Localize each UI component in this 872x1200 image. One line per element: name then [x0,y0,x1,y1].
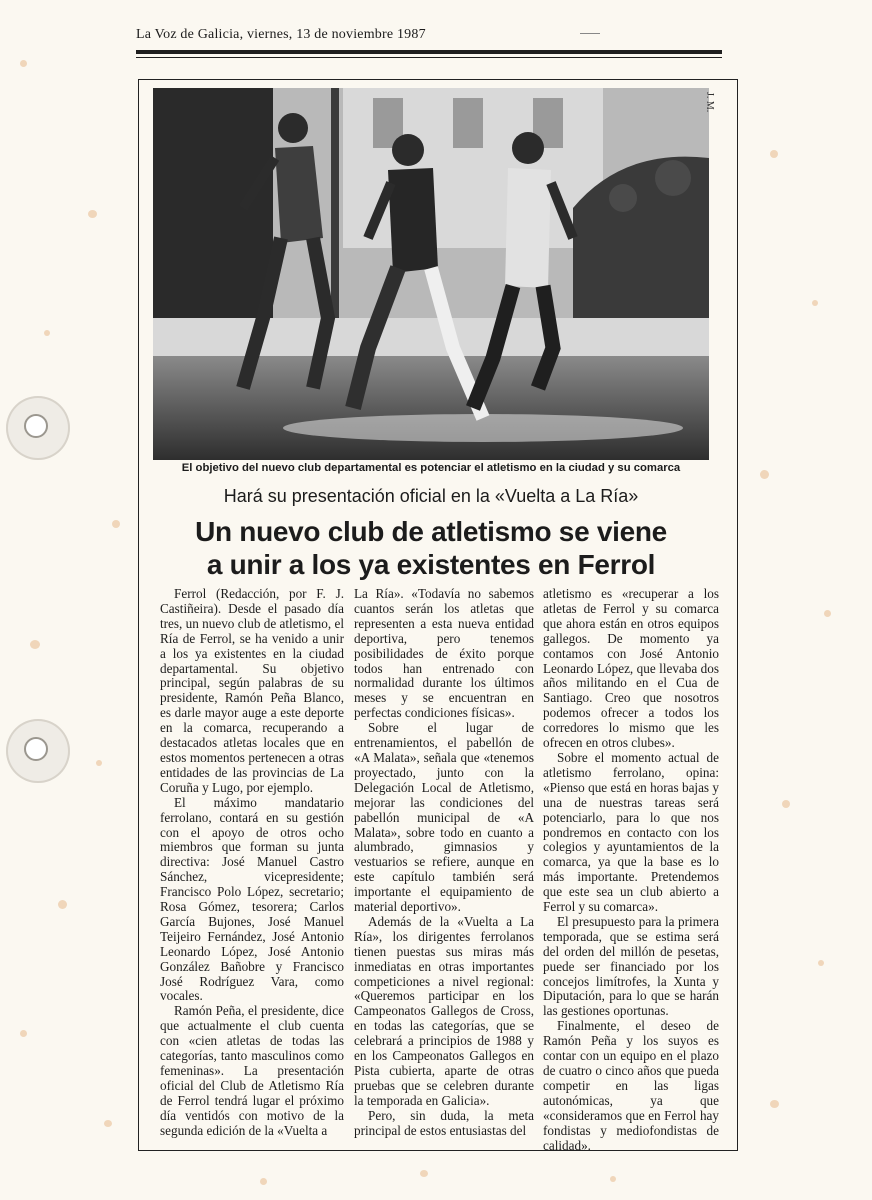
masthead: La Voz de Galicia, viernes, 13 de noviembre 1987 [136,27,426,42]
runners-photo-illustration [153,88,709,460]
headline-line-1: Un nuevo club de atletismo se viene [195,516,667,547]
article-paragraph: Ferrol (Redacción, por F. J. Castiñeira). Desde el pasado día tres, un nuevo club de atletismo, el Ría de Ferrol, se ha venido a unir a los ya existentes en la ciudad departamental. Su objetivo principal, según palabras de su presidente, Ramón Peña Blanco, es darle mayor auge a este deporte en la comarca, recuperando a destacados atletas locales que en estos momentos pertenecen a otras entidades de las provincias de La Coruña y Lugo, por ejemplo. [160,586,344,795]
article-headline [153,515,709,581]
headline-line-2: a unir a los ya existentes en Ferrol [206,549,656,580]
article-paragraph: Sobre el momento actual de atletismo ferrolano, opina: «Pienso que está en horas bajas y una de nuestras tareas será potenciarlo, para lo que nos pondremos en contacto con los colegios y ayuntamientos de la comarca, ya que la base es lo más importante. Pretendemos que este sea un club abierto a Ferrol y su comarca». [543,749,719,915]
masthead-rule [136,50,722,54]
punch-hole-top [6,396,70,460]
article-paragraph: El presupuesto para la primera temporada, que se estima será del orden del millón de pesetas, puede ser financiado por los concejos limítrofes, la Xunta y Diputación, para lo que se harán las gestiones oportunas. [543,913,719,1019]
article-paragraph: Además de la «Vuelta a La Ría», los dirigentes ferrolanos tienen puestas sus miras más inmediatas en otras importantes competiciones a nivel regional: «Queremos participar en los Campeonatos Gallegos de Cross, en todas las categorías, que se celebrará a principios de 1988 y en los Campeonatos Gallegos en Pista cubierta, aparte de otras pruebas que se celebren durante la temporada en Galicia». [354,913,534,1108]
punch-hole-bottom [6,719,70,783]
photo-caption: El objetivo del nuevo club departamental es potenciar el atletismo en la ciudad y su comarca [181,462,681,474]
article-paragraph: La Ría». «Todavía no sabemos cuantos serán los atletas que representen a esta nueva entidad deportiva, pero tenemos posibilidades de éxito porque todos han entrenado con normalidad durante los últimos meses y se encuentran en perfectas condiciones físicas». [354,586,534,721]
article-paragraph: Ramón Peña, el presidente, dice que actualmente el club cuenta con «cien atletas de todas las categorías, tanto masculinos como femeninas». La presentación oficial del Club de Atletismo Ría de Ferrol tendrá lugar el próximo día ventidós con motivo de la segunda edición de la «Vuelta a [160,1003,344,1138]
article-kicker: Hará su presentación oficial en la «Vuelta a La Ría» [223,486,639,506]
masthead-mark [580,33,600,34]
article-column-2 [354,587,534,1139]
article-column-1 [160,587,344,1139]
article-paragraph: Pero, sin duda, la meta principal de estos entusiastas del [354,1107,534,1138]
article-paragraph: Sobre el lugar de entrenamientos, el pabellón de «A Malata», señala que «tenemos proyectado, junto con la Delegación Local de Atletismo, mejorar las condiciones del pabellón municipal de «A Malata», sobre todo en cuanto a alumbrado, gimnasios y vestuarios se refiere, aunque en este capítulo también será importante el equipamiento de material deportivo». [354,720,534,915]
photo-credit: J. M. [704,92,715,113]
runners-photo [153,88,709,460]
masthead-rule-thin [136,57,722,58]
article-column-3 [543,587,719,1153]
article-paragraph: El máximo mandatario ferrolano, contará en su gestión con el apoyo de otros ocho miembros que forman su junta directiva: José Manuel Castro Sánchez, vicepresidente; Francisco Polo López, secretario; Rosa Gómez, tesorera; Carlos García Bujones, José Manuel Teijeiro Fernández, José Antonio Leonardo López, José Antonio González Bañobre y Francisco José Rodríguez Vara, como vocales. [160,794,344,1004]
article-paragraph: atletismo es «recuperar a los atletas de Ferrol y su comarca que ahora están en otros equipos gallegos. De momento ya contamos con José Antonio Leonardo López, que llevaba dos años militando en el Cua de Santiago. Creo que nosotros podemos ofrecer a todos los corredores lo mismo que les ofrecen en otros clubes». [543,586,719,751]
article-paragraph: Finalmente, el deseo de Ramón Peña y los suyos es contar con un equipo en el plazo de cuatro o cinco años que pueda competir en las ligas autonómicas, ya que «consideramos que en Ferrol hay fondistas y mediofondistas de calidad». [543,1018,719,1153]
